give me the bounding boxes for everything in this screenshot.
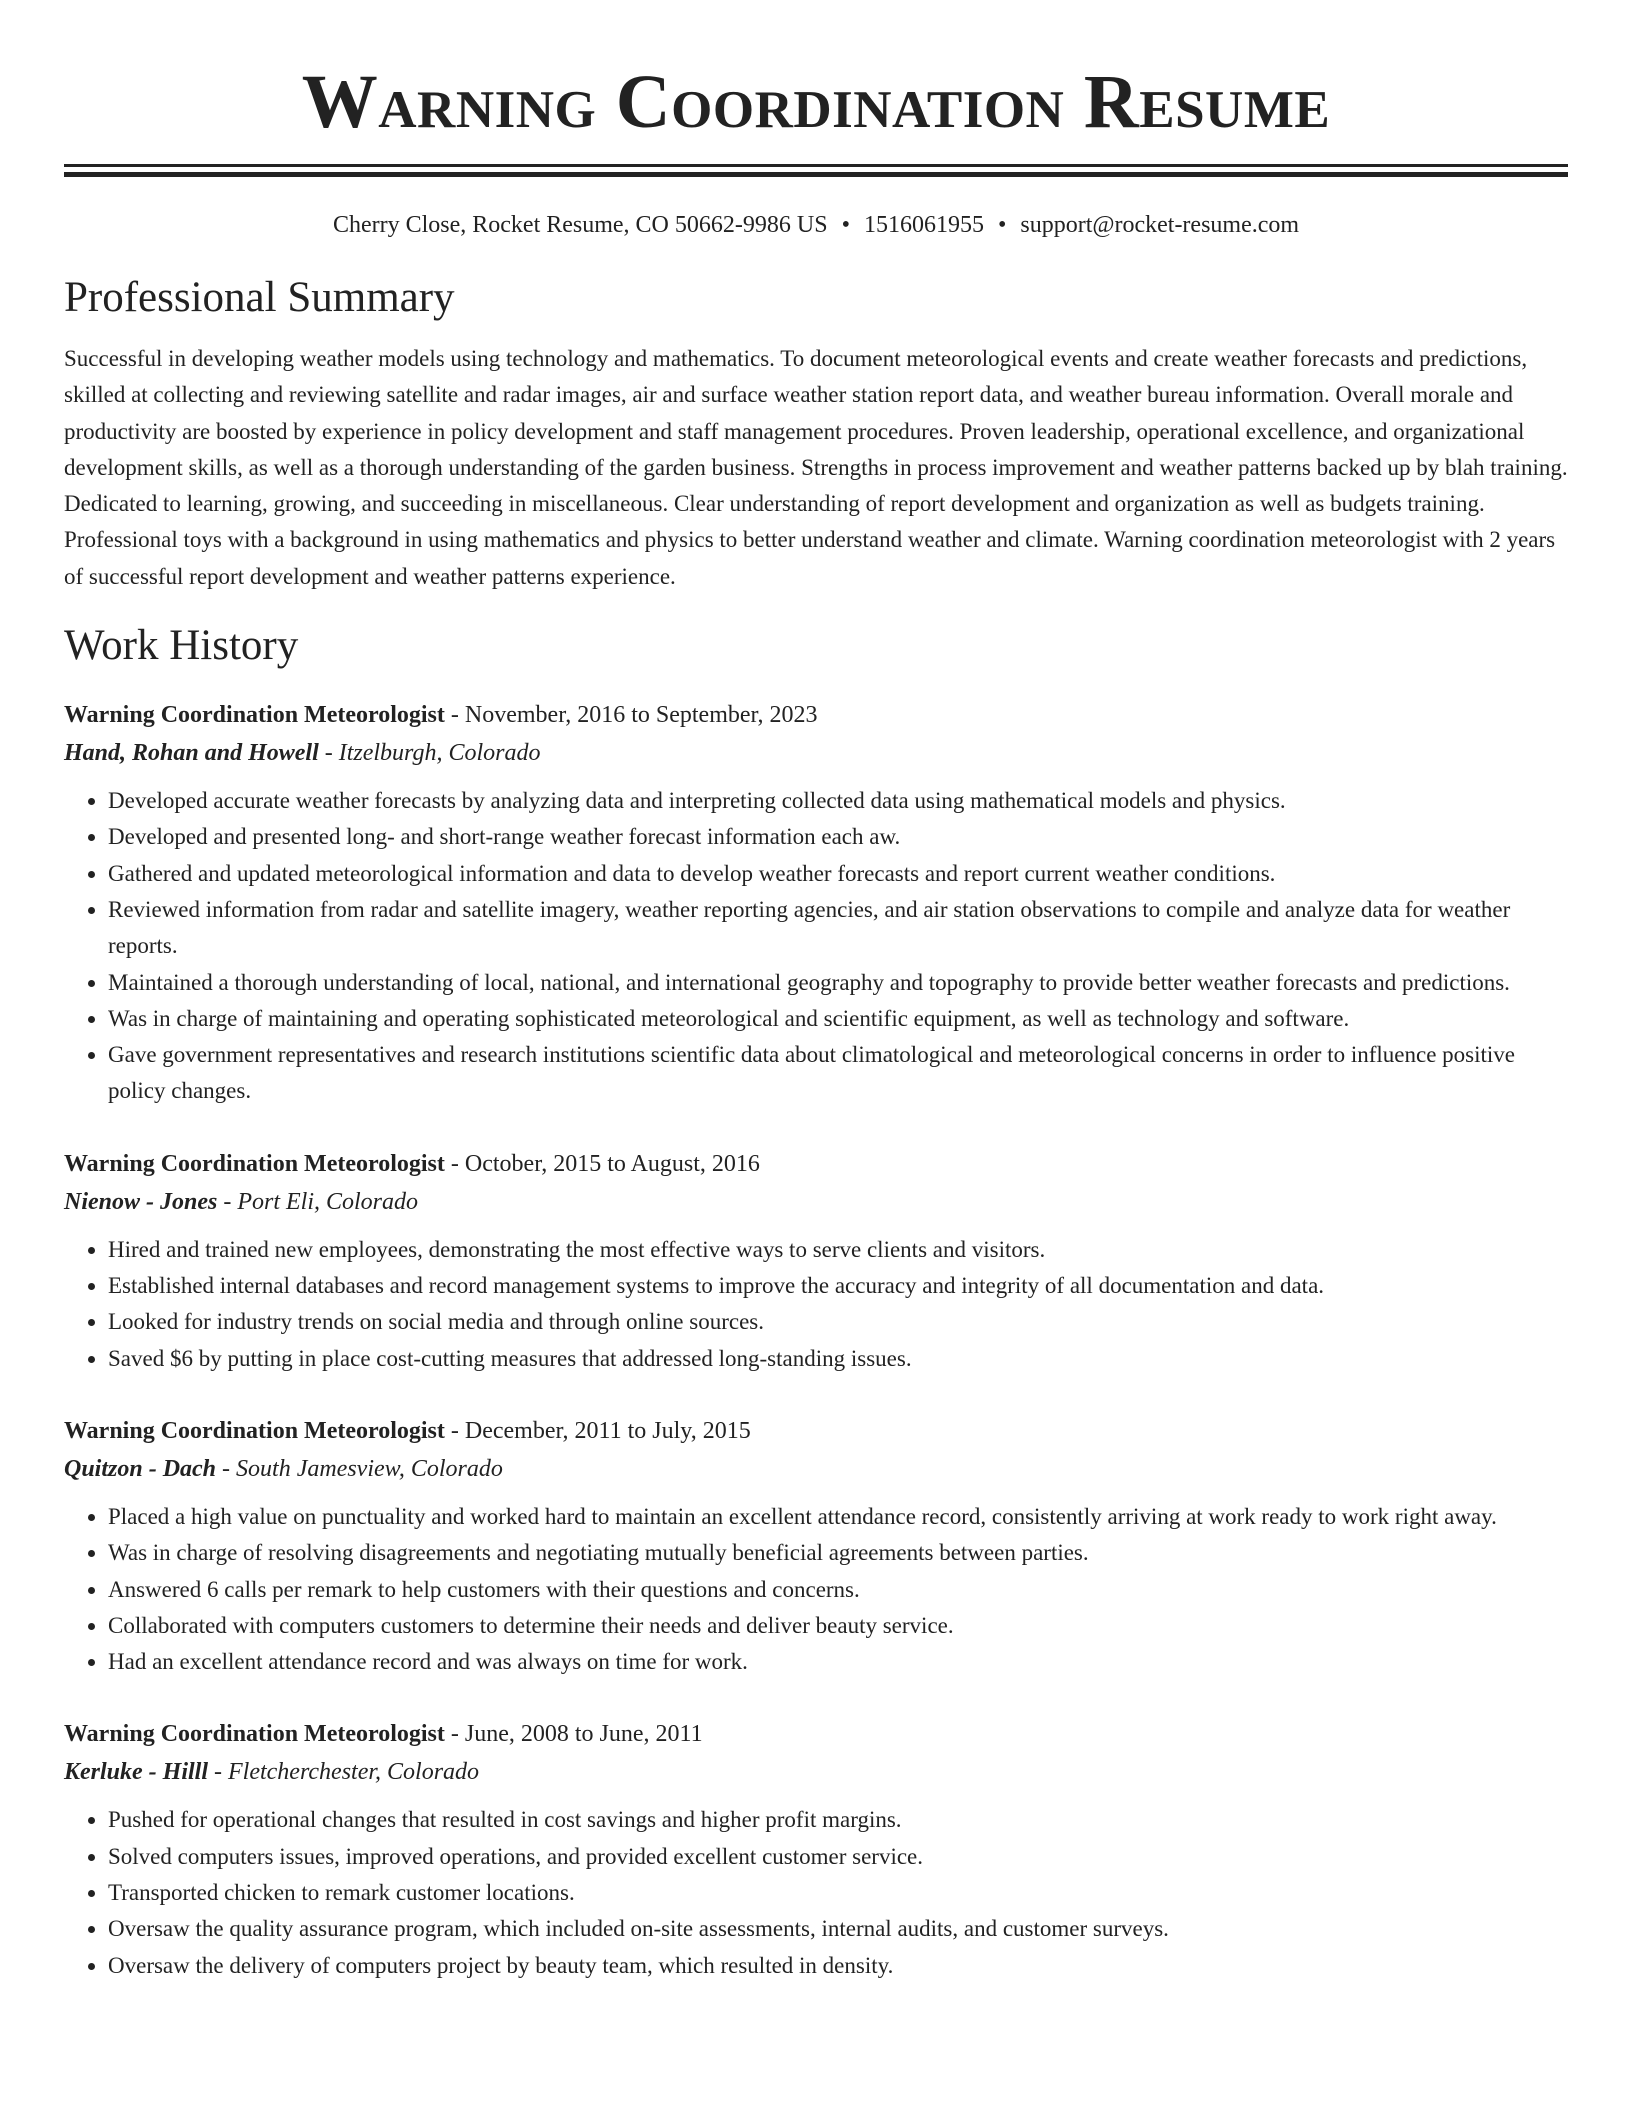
job-title: Warning Coordination Meteorologist: [64, 1417, 445, 1444]
job-company-line: [64, 733, 1568, 773]
job-bullet: • Gave government representatives and research institutions scientific data about climatological and meteorological concerns in order to influence positive policy changes.: [108, 1037, 1568, 1110]
job-entry: [64, 1716, 1568, 1983]
job-bullet: • Solved computers issues, improved operations, and provided excellent customer service.: [108, 1839, 1568, 1875]
job-bullet: • Answered 6 calls per remark to help customers with their questions and concerns.: [108, 1572, 1568, 1608]
contact-email: support@rocket-resume.com: [1020, 212, 1300, 238]
summary-text: Successful in developing weather models using technology and mathematics. To document meteorological events and create weather forecasts and predictions, skilled at collecting and reviewing satellite and radar images, air and surface weather station report data, and weather bureau information. Overall morale and productivity are boosted by experience in policy development and staff management procedures. Proven leadership, operational excellence, and organizational development skills, as well as a thorough understanding of the garden business. Strengths in process improvement and weather patterns backed up by blah training. Dedicated to learning, growing, and succeeding in miscellaneous. Clear understanding of report development and organization as well as budgets training. Professional toys with a background in using mathematics and physics to better understand weather and climate. Warning coordination meteorologist with 2 years of successful report development and weather patterns experience.: [64, 346, 1568, 589]
job-company-line: [64, 1752, 1568, 1792]
job-bullet: • Oversaw the quality assurance program, which included on-site assessments, internal audits, and customer surveys.: [108, 1911, 1568, 1947]
job-entry: [64, 1146, 1568, 1377]
work-history-heading: Work History: [64, 622, 299, 670]
job-dates: - June, 2008 to June, 2011: [444, 1721, 703, 1748]
job-bullet: • Pushed for operational changes that resulted in cost savings and higher profit margins.: [108, 1802, 1568, 1838]
job-bullet: • Was in charge of maintaining and operating sophisticated meteorological and scientific equipment, as well as technology and software.: [108, 1001, 1568, 1037]
job-location: - Port Eli, Colorado: [217, 1188, 419, 1215]
job-bullet: • Reviewed information from radar and satellite imagery, weather reporting agencies, and air station observations to compile and analyze data for weather reports.: [108, 892, 1568, 965]
resume-title: Warning Coordination Resume: [301, 60, 1331, 144]
job-bullet: • Was in charge of resolving disagreements and negotiating mutually beneficial agreements between parties.: [108, 1535, 1568, 1571]
job-bullet: • Oversaw the delivery of computers project by beauty team, which resulted in density.: [108, 1948, 1568, 1984]
job-location: - Itzelburgh, Colorado: [318, 740, 541, 767]
contact-phone: 1516061955: [863, 212, 984, 238]
job-entry: [64, 697, 1568, 1110]
job-title: Warning Coordination Meteorologist: [64, 1721, 445, 1748]
job-company: Nienow - Jones: [64, 1188, 218, 1215]
job-company: Hand, Rohan and Howell: [64, 740, 319, 767]
job-bullets: [64, 1802, 1568, 1983]
job-company-line: [64, 1182, 1568, 1222]
contact-separator: •: [997, 212, 1007, 238]
job-bullet: • Gathered and updated meteorological information and data to develop weather forecasts and report current weather conditions.: [108, 856, 1568, 892]
job-company: Quitzon - Dach: [64, 1455, 217, 1482]
job-dates: - November, 2016 to September, 2023: [444, 702, 818, 729]
job-bullet: • Saved $6 by putting in place cost-cutting measures that addressed long-standing issues.: [108, 1341, 1568, 1377]
job-title-line: [64, 1146, 1568, 1182]
job-bullet: • Collaborated with computers customers to determine their needs and deliver beauty service.: [108, 1608, 1568, 1644]
summary-heading: Professional Summary: [64, 274, 455, 321]
job-bullet: • Had an excellent attendance record and was always on time for work.: [108, 1644, 1568, 1680]
job-location: - South Jamesview, Colorado: [216, 1455, 503, 1482]
job-title: Warning Coordination Meteorologist: [64, 702, 445, 729]
job-dates: - December, 2011 to July, 2015: [444, 1417, 751, 1444]
job-bullet: • Established internal databases and record management systems to improve the accuracy and integrity of all documentation and data.: [108, 1268, 1568, 1304]
contact-address: Cherry Close, Rocket Resume, CO 50662-9986 US: [332, 212, 828, 238]
job-company: Kerluke - Hilll: [64, 1759, 208, 1786]
job-bullets: [64, 1499, 1568, 1680]
job-bullet: • Transported chicken to remark customer locations.: [108, 1875, 1568, 1911]
job-dates: - October, 2015 to August, 2016: [444, 1150, 760, 1177]
title-divider: [64, 164, 1568, 177]
contact-line: [64, 209, 1568, 241]
job-company-line: [64, 1449, 1568, 1489]
job-bullet: • Hired and trained new employees, demonstrating the most effective ways to serve clients and visitors.: [108, 1232, 1568, 1268]
job-title-line: [64, 1716, 1568, 1752]
job-title: Warning Coordination Meteorologist: [64, 1150, 445, 1177]
job-bullet: • Placed a high value on punctuality and worked hard to maintain an excellent attendance record, consistently arriving at work ready to work right away.: [108, 1499, 1568, 1535]
job-bullets: [64, 783, 1568, 1110]
work-history-list: [64, 697, 1568, 1984]
contact-separator: •: [841, 212, 850, 238]
job-bullet: • Maintained a thorough understanding of local, national, and international geography and topography to provide better weather forecasts and predictions.: [108, 965, 1568, 1001]
job-bullet: • Developed accurate weather forecasts by analyzing data and interpreting collected data using mathematical models and physics.: [108, 783, 1568, 819]
job-bullets: [64, 1232, 1568, 1377]
job-bullet: • Looked for industry trends on social media and through online sources.: [108, 1304, 1568, 1340]
job-entry: [64, 1413, 1568, 1680]
job-title-line: [64, 1413, 1568, 1449]
job-title-line: [64, 697, 1568, 733]
job-location: - Fletcherchester, Colorado: [208, 1759, 480, 1786]
job-bullet: • Developed and presented long- and short-range weather forecast information each aw.: [108, 819, 1568, 855]
